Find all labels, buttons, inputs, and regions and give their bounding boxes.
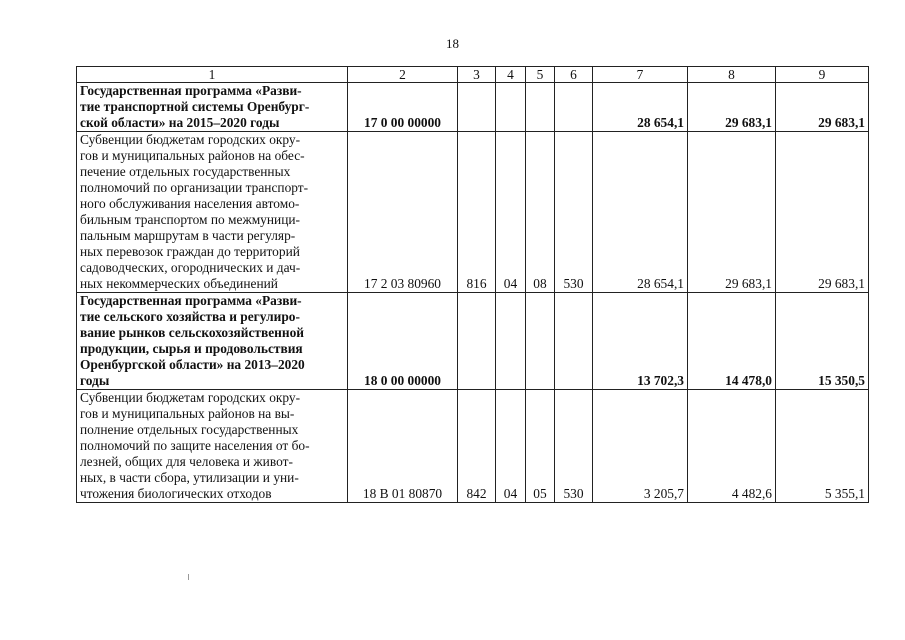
column-header: 7 <box>593 67 688 83</box>
row-value-8: 29 683,1 <box>688 132 776 293</box>
scan-artifact-mark <box>188 574 189 580</box>
row-col-3: 816 <box>458 132 496 293</box>
row-value-7: 28 654,1 <box>593 132 688 293</box>
column-header: 4 <box>496 67 526 83</box>
column-header: 2 <box>348 67 458 83</box>
row-value-9: 29 683,1 <box>776 83 869 132</box>
column-header: 6 <box>555 67 593 83</box>
column-header: 5 <box>526 67 555 83</box>
row-code: 17 0 00 00000 <box>348 83 458 132</box>
row-col-6: 530 <box>555 390 593 503</box>
row-value-7: 13 702,3 <box>593 293 688 390</box>
row-value-8: 4 482,6 <box>688 390 776 503</box>
row-col-5: 08 <box>526 132 555 293</box>
row-col-6 <box>555 293 593 390</box>
row-col-4 <box>496 293 526 390</box>
column-header: 9 <box>776 67 869 83</box>
row-name: Субвенции бюджетам городских окру- гов и муниципальных районов на вы- полнение отдельных государственных полномочий по защите населения от бо- лезней, общих для человека и живот- ных, в части сбора, утилизации и уни- чтожения биологических отходов <box>77 390 348 503</box>
row-col-3: 842 <box>458 390 496 503</box>
row-col-4 <box>496 83 526 132</box>
page-number: 18 <box>446 36 459 51</box>
row-col-4: 04 <box>496 390 526 503</box>
row-col-3 <box>458 83 496 132</box>
row-col-5: 05 <box>526 390 555 503</box>
row-value-7: 28 654,1 <box>593 83 688 132</box>
row-value-9: 15 350,5 <box>776 293 869 390</box>
table-row-subvention-biowaste <box>77 390 869 503</box>
row-col-4: 04 <box>496 132 526 293</box>
table-row-program-transport <box>77 83 869 132</box>
row-value-8: 29 683,1 <box>688 83 776 132</box>
column-header: 8 <box>688 67 776 83</box>
row-code: 18 В 01 80870 <box>348 390 458 503</box>
row-name: Государственная программа «Разви- тие транспортной системы Оренбург- ской области» на 2015–2020 годы <box>77 83 348 132</box>
budget-table <box>76 66 869 503</box>
column-header: 3 <box>458 67 496 83</box>
table-row-program-agriculture <box>77 293 869 390</box>
column-number-row <box>77 67 869 83</box>
row-code: 18 0 00 00000 <box>348 293 458 390</box>
row-value-7: 3 205,7 <box>593 390 688 503</box>
row-code: 17 2 03 80960 <box>348 132 458 293</box>
row-name: Субвенции бюджетам городских окру- гов и муниципальных районов на обес- печение отдельных государственных полномочий по организации транспорт- ного обслуживания населения автомо- бильным транспортом по межмуници- пальным маршрутам в части регуляр- ных перевозок граждан до территорий садоводческих, огороднических и дач- ных некоммерческих объединений <box>77 132 348 293</box>
row-col-5 <box>526 293 555 390</box>
row-col-6 <box>555 83 593 132</box>
row-col-6: 530 <box>555 132 593 293</box>
row-col-3 <box>458 293 496 390</box>
row-value-9: 29 683,1 <box>776 132 869 293</box>
row-name: Государственная программа «Разви- тие сельского хозяйства и регулиро- вание рынков сельскохозяйственной продукции, сырья и продовольствия Оренбургской области» на 2013–2020 годы <box>77 293 348 390</box>
row-value-9: 5 355,1 <box>776 390 869 503</box>
row-col-5 <box>526 83 555 132</box>
column-header: 1 <box>77 67 348 83</box>
row-value-8: 14 478,0 <box>688 293 776 390</box>
table-row-subvention-transport <box>77 132 869 293</box>
